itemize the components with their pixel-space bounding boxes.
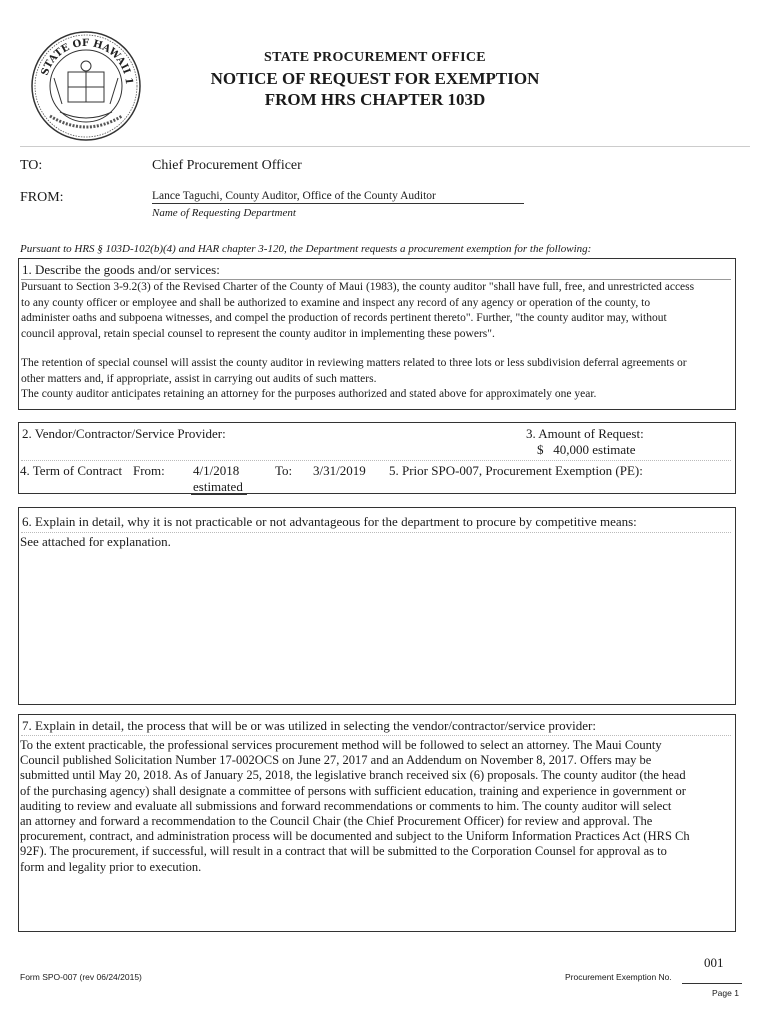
- amount-label: 3. Amount of Request:: [526, 426, 644, 441]
- line: an attorney and forward a recommendation to the Council Chair (the Chief Procurement Officer) for review and approval. The: [20, 814, 653, 829]
- pe-underline: [682, 983, 742, 984]
- line: council approval, retain special counsel to represent the county auditor in implementing these powers".: [21, 327, 495, 340]
- section-6-rule: [21, 532, 731, 533]
- page-number: Page 1: [712, 988, 739, 998]
- amount-value: $ 40,000 estimate: [537, 442, 636, 457]
- section-7-body: [20, 738, 690, 875]
- pe-label: Procurement Exemption No.: [565, 972, 672, 982]
- from-underline: [191, 494, 247, 495]
- svg-text:STATE OF HAWAII 1959: [30, 30, 134, 85]
- line: 92F). The procurement, if successful, will result in a contract that will be submitted to the Corporation Counsel for approval as to: [20, 844, 667, 859]
- prior-pe-label: 5. Prior SPO-007, Procurement Exemption (PE):: [389, 463, 643, 478]
- line: to any county officer or employee and shall be authorized to examine and inspect any record of any agency or operation of the county, to: [21, 296, 651, 309]
- term-label: 4. Term of Contract: [20, 463, 123, 478]
- page-title: [200, 68, 550, 110]
- section-7-heading: 7. Explain in detail, the process that will be or was utilized in selecting the vendor/contractor/service provider:: [22, 718, 596, 733]
- pe-number: 001: [704, 955, 724, 970]
- line: The retention of special counsel will assist the county auditor in reviewing matters related to three lots or less subdivision deferral agreements or: [21, 357, 687, 369]
- row-divider: [21, 460, 731, 461]
- section-7-rule: [21, 735, 731, 736]
- line: auditing to review and evaluate all submissions and forward recommendations or comments to him. The county auditor will select: [20, 798, 672, 813]
- state-seal: [30, 30, 142, 142]
- section-1-box: [18, 258, 736, 410]
- from-value: Lance Taguchi, County Auditor, Office of the County Auditor: [152, 190, 524, 204]
- term-from-date: 4/1/2018: [193, 463, 240, 478]
- line: procurement, contract, and administration process will be documented and subject to the Uniform Information Practices Act (HRS Ch: [20, 829, 690, 844]
- term-from-note: estimated: [193, 479, 243, 494]
- line: Pursuant to Section 3-9.2(3) of the Revised Charter of the County of Maui (1983), the county auditor "shall have full, free, and unrestricted access: [21, 281, 695, 293]
- line: form and legality prior to execution.: [20, 859, 202, 874]
- line: submitted until May 20, 2018. As of January 25, 2018, the legislative branch received six (6) proposals. The county auditor (the head: [20, 768, 686, 783]
- form-id: Form SPO-007 (rev 06/24/2015): [20, 972, 142, 982]
- line: To the extent practicable, the professional services procurement method will be followed to select an attorney. The Maui County: [20, 738, 662, 752]
- office-heading: STATE PROCUREMENT OFFICE: [264, 50, 486, 65]
- term-to-date: 3/31/2019: [313, 463, 366, 478]
- section-6-body: See attached for explanation.: [20, 534, 171, 549]
- line: of the purchasing agency) shall designate a committee of persons with sufficient education, training and experience in government or: [20, 783, 686, 798]
- from-caption: Name of Requesting Department: [152, 207, 296, 219]
- line: The county auditor anticipates retaining an attorney for the purposes authorized and stated above for approximately one year.: [21, 388, 597, 401]
- to-label: TO:: [20, 158, 43, 173]
- line: other matters and, if appropriate, assist in carrying out audits of such matters.: [21, 372, 377, 385]
- section-6-heading: 6. Explain in detail, why it is not practicable or not advantageous for the department to procure by competitive means:: [22, 514, 637, 529]
- to-value: Chief Procurement Officer: [152, 158, 302, 173]
- section-6-box: [18, 507, 736, 705]
- section-1-heading: 1. Describe the goods and/or services:: [22, 262, 220, 277]
- line: administer oaths and subpoena witnesses, and compel the production of records pertinent thereto". Further, "the county auditor may, without: [21, 312, 667, 325]
- section-1-paragraph-1: [21, 280, 694, 342]
- vendor-label: 2. Vendor/Contractor/Service Provider:: [22, 426, 226, 441]
- title-line-2: FROM HRS CHAPTER 103D: [264, 90, 486, 109]
- term-from-label: From:: [133, 463, 165, 478]
- line: Council published Solicitation Number 17-002OCS on June 27, 2017 and an Addendum on November 8, 2017. Offers may be: [20, 753, 652, 768]
- title-line-1: NOTICE OF REQUEST FOR EXEMPTION: [210, 69, 540, 88]
- section-1-paragraph-2: [21, 356, 687, 403]
- section-7-box: [18, 714, 736, 932]
- header-divider: [20, 146, 750, 147]
- pursuant-statement: Pursuant to HRS § 103D-102(b)(4) and HAR chapter 3-120, the Department requests a procurement exemption for the following:: [20, 243, 592, 255]
- from-label: FROM:: [20, 190, 64, 205]
- sections-2-5-box: [18, 422, 736, 494]
- term-to-label: To:: [275, 463, 293, 478]
- seal-text: STATE OF HAWAII 1: [39, 37, 135, 86]
